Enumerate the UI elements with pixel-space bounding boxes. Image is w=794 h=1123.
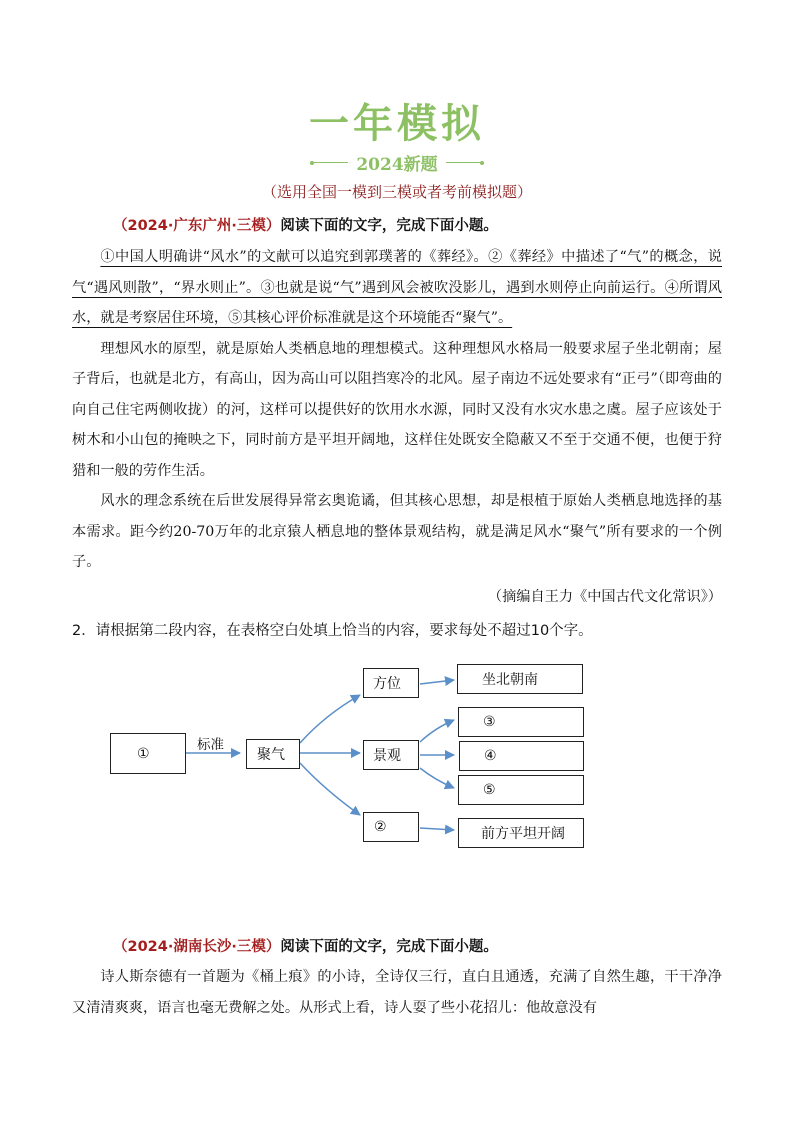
- center-box: [246, 739, 300, 769]
- passage-paragraph-1: ①中国人明确讲“风水”的文献可以追究到郭璞著的《葬经》。②《葬经》中描述了“气”的概念，说气“遇风则散”，“界水则止”。③也就是说“气”遇到风会被吹没影儿，遇到水则停止向前运行。④所谓风水，就是考察居住环境，⑤其核心评价标准就是这个环境能否“聚气”。: [72, 249, 722, 326]
- selection-note: （选用全国一模到三模或者考前模拟题）: [261, 183, 532, 201]
- section2-source: （2024·湖南长沙·三模）: [113, 939, 281, 955]
- section2-passage: [72, 962, 722, 1023]
- arrow-label-standard: 标准: [197, 737, 224, 753]
- blank-5-label: ⑤: [483, 782, 496, 798]
- section1-source: （2024·广东广州·三模）: [113, 218, 281, 234]
- branch-landscape-label: 景观: [373, 748, 401, 764]
- branch-direction-box: [363, 668, 419, 698]
- section2-paragraph-1: 诗人斯奈德有一首题为《桶上痕》的小诗，全诗仅三行，直白且通透，充满了自然生趣，干干净净又清清爽爽，语言也毫无费解之处。从形式上看，诗人耍了些小花招儿：他故意没有: [72, 969, 722, 1016]
- answer-north-south: 坐北朝南: [482, 672, 538, 688]
- branch-blank-2-label: ②: [374, 819, 387, 835]
- arrow-to-blank3: [420, 720, 454, 742]
- answer-open-front-box: [458, 818, 584, 848]
- blank-4-label: ④: [484, 748, 497, 764]
- page-title: 一年模拟: [309, 101, 485, 147]
- branch-direction-label: 方位: [373, 676, 401, 692]
- blank-3-box: [458, 707, 584, 737]
- section2-heading: [113, 935, 498, 956]
- arrow-to-direction: [300, 695, 360, 743]
- blank-3-label: ③: [483, 714, 496, 730]
- passage-paragraph-2: 理想风水的原型，就是原始人类栖息地的理想模式。这种理想风水格局一般要求屋子坐北朝南；屋子背后，也就是北方，有高山，因为高山可以阻挡寒冷的北风。屋子南边不远处要求有“正弓”（即弯曲的向自己住宅两侧收拢）的河，这样可以提供好的饮用水水源，同时又没有水灾水患之虞。屋子应该处于树木和小山包的掩映之下，同时前方是平坦开阔地，这样住处既安全隐蔽又不至于交通不便，也便于狩猎和一般的劳作生活。: [72, 340, 722, 479]
- passage-citation: （摘编自王力《中国古代文化常识》）: [487, 589, 722, 605]
- arrow-to-blank2: [300, 763, 360, 815]
- subtitle: 2024新题: [356, 155, 438, 175]
- arrow-to-blank5: [420, 768, 454, 788]
- center-label: 聚气: [257, 747, 285, 763]
- arrow-to-answer-bottom: [420, 828, 454, 830]
- section1-instruction: 阅读下面的文字，完成下面小题。: [280, 218, 498, 234]
- blank-1-label: ①: [137, 745, 150, 762]
- section2-instruction: 阅读下面的文字，完成下面小题。: [280, 939, 498, 955]
- question-2: 2．请根据第二段内容，在表格空白处填上恰当的内容，要求每处不超过10个字。: [72, 623, 593, 639]
- blank-5-box: [458, 775, 584, 805]
- branch-blank-2-box: [363, 812, 419, 842]
- branch-landscape-box: [363, 740, 419, 770]
- blank-1-box: [110, 733, 186, 774]
- arrow-to-answer-top: [420, 680, 454, 684]
- answer-north-south-box: [457, 664, 583, 694]
- passage-paragraph-3: 风水的理念系统在后世发展得异常玄奥诡谲，但其核心思想，却是根植于原始人类栖息地选择的基本需求。距今约20-70万年的北京猿人栖息地的整体景观结构，就是满足风水“聚气”所有要求的一个例子。: [72, 493, 722, 570]
- answer-open-front: 前方平坦开阔: [481, 826, 565, 842]
- blank-4-box: [459, 741, 584, 771]
